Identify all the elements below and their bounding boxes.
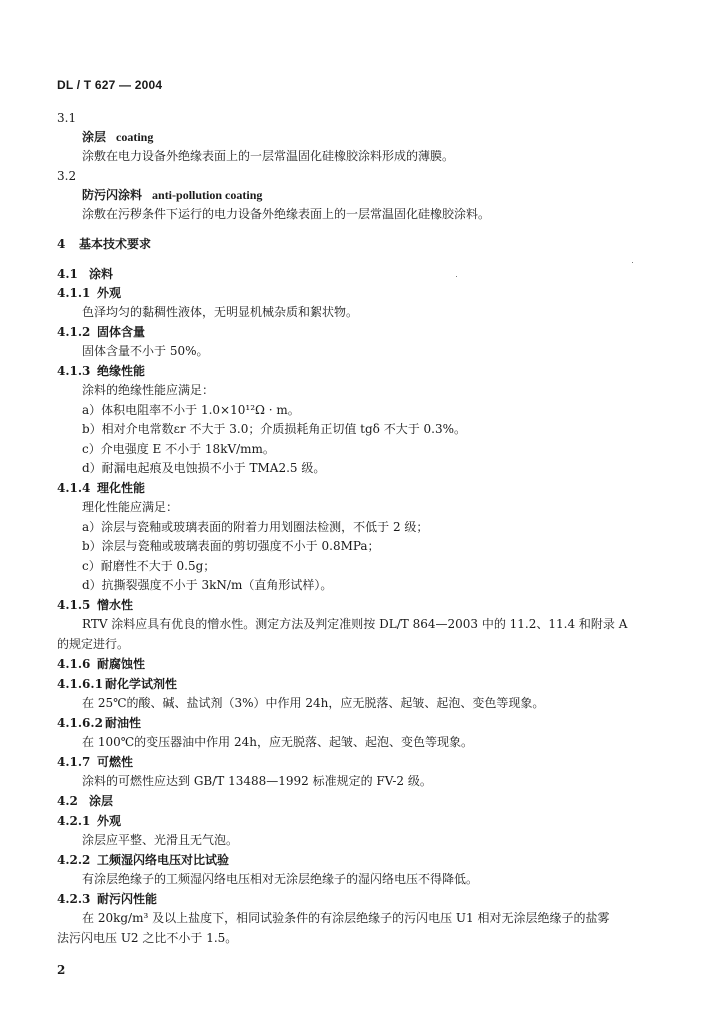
list-item: b）相对介电常数εr 不大于 3.0；介质损耗角正切值 tgδ 不大于 0.3%。 [82,422,467,436]
list-item: a）涂层与瓷釉或玻璃表面的附着力用划圈法检测，不低于 2 级； [82,520,429,534]
subsection-heading: 4.2.2 工频湿闪络电压对比试验 [57,853,230,867]
subsection-heading: 4.1.1 外观 [57,286,122,300]
subsubsection-heading: 4.1.6.2 耐油性 [57,716,142,730]
clause-text-continued: 法污闪电压 U2 之比不小于 1.5。 [57,931,238,945]
clause-text: 涂料的可燃性应达到 GB/T 13488—1992 标准规定的 FV-2 级。 [82,774,432,788]
term-en: anti-pollution coating [152,188,263,202]
list-item: d）抗撕裂强度不小于 3kN/m（直角形试样）。 [82,578,333,592]
list-item: c）耐磨性不大于 0.5g； [82,559,216,573]
clause-text: 涂层应平整、光滑且无气泡。 [82,833,239,847]
clause-text: 色泽均匀的黏稠性液体，无明显机械杂质和絮状物。 [82,305,359,319]
clause-text: 理化性能应满足： [82,500,179,514]
clause-text: RTV 涂料应具有优良的憎水性。测定方法及判定准则按 DL/T 864—2003 中的 11.2、11.4 和附录 A [82,617,628,631]
term-line [82,187,262,203]
clause-text-continued: 的规定进行。 [57,637,130,651]
section-heading: 4.2 涂层 [57,794,114,808]
clause-number: 3.2 [57,169,77,183]
subsection-heading: 4.1.5 憎水性 [57,598,134,612]
subsection-heading: 4.2.3 耐污闪性能 [57,892,158,906]
scan-speck [456,276,457,277]
subsection-heading: 4.1.6 耐腐蚀性 [57,657,146,671]
clause-text: 在 20kg/m³ 及以上盐度下，相同试验条件的有涂层绝缘子的污闪电压 U1 相对无涂层绝缘子的盐雾 [82,911,610,925]
term-line [82,129,153,145]
clause-text: 固体含量不小于 50%。 [82,344,209,358]
subsection-heading: 4.1.2 固体含量 [57,325,146,339]
list-item: a）体积电阻率不小于 1.0×10¹²Ω · m。 [82,403,300,417]
section-heading: 4.1 涂料 [57,267,114,281]
term-definition: 涂敷在电力设备外绝缘表面上的一层常温固化硅橡胶涂料形成的薄膜。 [82,149,455,163]
clause-text: 涂料的绝缘性能应满足： [82,383,215,397]
page-header: DL / T 627 — 2004 [57,78,163,92]
page-number: 2 [57,963,66,977]
list-item: c）介电强度 E 不小于 18kV/mm。 [82,442,275,456]
clause-text: 在 25℃的酸、碱、盐试剂（3%）中作用 24h，应无脱落、起皱、起泡、变色等现象。 [82,696,545,710]
list-item: b）涂层与瓷釉或玻璃表面的剪切强度不小于 0.8MPa； [82,539,380,553]
subsubsection-heading: 4.1.6.1 耐化学试剂性 [57,677,178,691]
subsection-heading: 4.2.1 外观 [57,814,122,828]
clause-text: 有涂层绝缘子的工频湿闪络电压相对无涂层绝缘子的湿闪络电压不得降低。 [82,872,479,886]
term-cn: 防污闪涂料 [82,188,143,202]
clause-number: 3.1 [57,111,77,125]
term-cn: 涂层 [82,130,107,144]
subsection-heading: 4.1.3 绝缘性能 [57,364,146,378]
list-item: d）耐漏电起痕及电蚀损不小于 TMA2.5 级。 [82,461,326,475]
clause-text: 在 100℃的变压器油中作用 24h，应无脱落、起皱、起泡、变色等现象。 [82,735,473,749]
term-en: coating [116,130,154,144]
term-definition: 涂敷在污秽条件下运行的电力设备外绝缘表面上的一层常温固化硅橡胶涂料。 [82,207,491,221]
subsection-heading: 4.1.7 可燃性 [57,755,134,769]
chapter-heading: 4 基本技术要求 [57,237,152,251]
scan-speck [632,262,633,263]
subsection-heading: 4.1.4 理化性能 [57,481,146,495]
